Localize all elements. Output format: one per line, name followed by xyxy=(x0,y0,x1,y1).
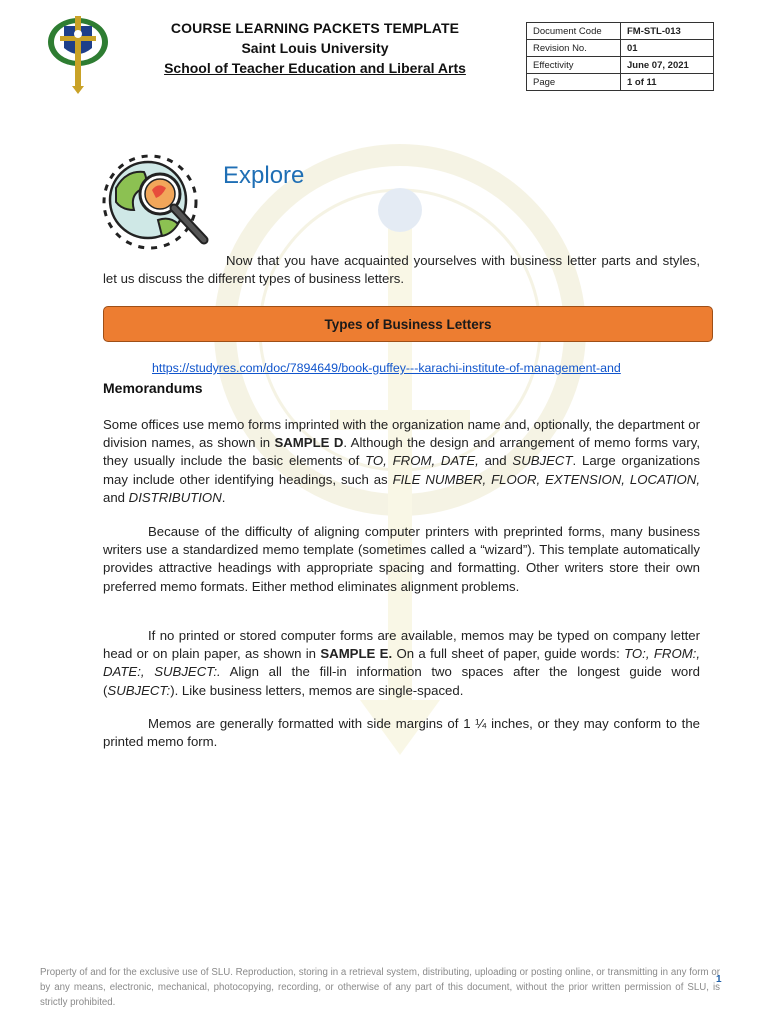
text-run: SUBJECT: xyxy=(107,682,171,698)
doc-info-key: Page xyxy=(527,74,621,91)
doc-code-row xyxy=(527,23,714,40)
text-run: and xyxy=(478,453,513,469)
text-run: TO:, FROM:, DATE:, SUBJECT:. xyxy=(103,646,701,680)
paragraph-2: Because of the difficulty of aligning computer printers with preprinted forms, many business writers use a standardized memo template (sometimes called a “wizard”). This template automatically provides attractive headings with appropriate spacing and formatting. Other writers store their own preferred memo formats. Either method eliminates alignment problems. xyxy=(103,524,700,594)
explore-title: Explore xyxy=(223,162,305,189)
text-run: . Although the design and arrangement of memo forms vary, they usually include the basic elements of xyxy=(103,435,701,469)
text-run: SUBJECT xyxy=(512,453,573,469)
paragraph-4: Memos are generally formatted with side margins of 1 ¼ inches, or they may conform to the printed memo form. xyxy=(103,716,700,750)
text-run: TO, FROM, DATE, xyxy=(365,453,479,469)
text-run: and xyxy=(103,489,129,505)
doc-info-key: Document Code xyxy=(527,23,621,40)
text-run: On a full sheet of paper, guide words: xyxy=(392,646,625,662)
revision-row xyxy=(527,40,714,57)
text-run: DISTRIBUTION xyxy=(128,489,222,505)
text-run: Align all the fill-in information two spaces after the longest guide word ( xyxy=(103,664,700,698)
doc-info-value: 1 of 11 xyxy=(621,74,714,91)
doc-info-value: June 07, 2021 xyxy=(621,57,714,74)
source-link[interactable]: https://studyres.com/doc/7894649/book-guffey---karachi-institute-of-management-and xyxy=(152,361,621,375)
footer-notice: Property of and for the exclusive use of SLU. Reproduction, storing in a retrieval system, distributing, uploading or posting online, or transmitting in any form or by any means, electronic, mechanical, photocopying, recording, or otherwise of any part of this document, without the prior written permission of SLU, is strictly prohibited. xyxy=(40,967,720,1008)
university-name: Saint Louis University xyxy=(241,40,389,56)
paragraph-3 xyxy=(103,627,700,700)
text-run: Some offices use memo forms imprinted with the organization name and, optionally, the department or division names, as shown in xyxy=(103,417,700,451)
effectivity-row xyxy=(527,57,714,74)
page-row xyxy=(527,74,714,91)
doc-info-key: Effectivity xyxy=(527,57,621,74)
sample-e-ref: SAMPLE E. xyxy=(320,646,393,662)
text-run: . Large organizations may include other identifying headings, such as xyxy=(103,453,700,487)
banner-label: Types of Business Letters xyxy=(324,316,492,332)
document-info-table xyxy=(526,22,714,91)
types-banner xyxy=(103,306,713,342)
slu-logo xyxy=(44,12,112,94)
document-header xyxy=(120,18,510,78)
doc-info-value: FM-STL-013 xyxy=(621,23,714,40)
text-run: . xyxy=(221,489,226,505)
template-title: COURSE LEARNING PACKETS TEMPLATE xyxy=(170,20,460,36)
sample-d-ref: SAMPLE D xyxy=(274,435,344,451)
paragraph-1 xyxy=(103,416,700,507)
text-run: If no printed or stored computer forms are available, memos may be typed on company letter head or on plain paper, as shown in xyxy=(103,628,700,662)
intro-paragraph: Now that you have acquainted yourselves with business letter parts and styles, let us discuss the different types of business letters. xyxy=(103,253,700,287)
doc-info-value: 01 xyxy=(621,40,714,57)
section-heading: Memorandums xyxy=(103,380,203,396)
doc-info-key: Revision No. xyxy=(527,40,621,57)
globe-magnifier-icon xyxy=(100,150,216,262)
school-name: School of Teacher Education and Liberal Arts xyxy=(164,60,466,76)
text-run: FILE NUMBER, FLOOR, EXTENSION, LOCATION, xyxy=(392,471,700,487)
page-number: 1 xyxy=(716,974,722,985)
text-run: ). Like business letters, memos are single-spaced. xyxy=(170,682,464,698)
